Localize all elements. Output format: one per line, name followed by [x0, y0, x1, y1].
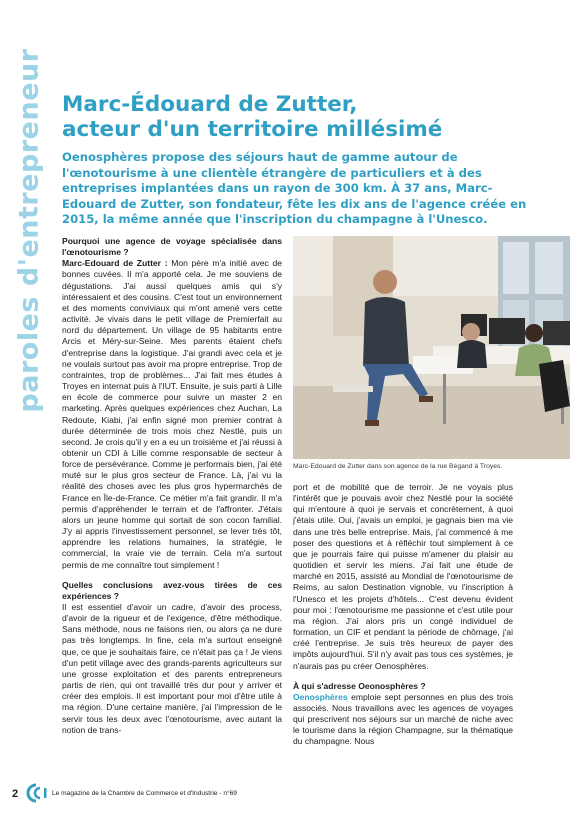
cci-logo-icon [26, 783, 48, 803]
answer-2: Il est essentiel d'avoir un cadre, d'avoir des process, d'avoir de la rigueur et de l'exigence, d'être méthodique. Sans méthode, nous ne faisons rien, ou alors ça ne dure pas très longtemps. In fine, cela m'a surtout enseigné que, ce que je souhaitais faire, ce n'était pas ça ! Je viens d'un petit village avec des grands-parents agriculteurs sur une grosse exploitation et des parents entrepreneurs partis de rien, qui ont travaillé très dur pour y arriver et créer des emplois. Il est important pour moi d'être utile à ma région. D'une certaine manière, j'ai l'impression de le servir tous les deux avec l'œnotourisme, avec autant la notion de trans- [62, 602, 282, 735]
answer-1 [62, 258, 282, 570]
page-number: 2 [12, 788, 19, 800]
article-title [62, 92, 532, 142]
left-column [62, 236, 282, 736]
title-line-2: acteur d'un territoire millésimé [62, 117, 443, 142]
answer-3 [293, 692, 513, 748]
answer-1-text: Mon père m'a initié avec de bonnes cuvées. Il m'a apporté cela. Je me souviens de dégustations. J'ai aussi quelques amis qui s'y intéressaient et des cousins. C'est tout un environnement et des moments conviviaux qui m'ont amené vers cette activité. Je vivais dans le petit village de Premierfait au nord du département. Un village de 95 habitants entre Arcis et Méry-sur-Seine. Mes parents étaient chefs d'entreprise dans la logistique. J'ai grandi avec cela et je ne voulais surtout pas avoir ma propre entreprise. Trop de contraintes, trop de problèmes... J'ai fait mes études à Troyes en internat puis à l'IUT. Ensuite, je suis parti à Lille en école de commerce pour suivre un master 2 en marketing. Après quelques expériences chez Auchan, La Redoute, Kiabi, j'ai enfin signé mon premier contrat à durée déterminée de trois mois chez Nestlé, puis un second. Je crois qu'il y en a eu un troisième et j'ai réussi à obtenir un CDI à Lille comme responsable de secteur à force de persévérance. Comme je performais bien, j'ai été muté sur le plus gros secteur de France. Là, j'ai vu la réalité des choses avec les plus gros hypermarchés de France en Île-de-France. Ce métier m'a fait grandir. Il m'a permis d'appréhender le terrain et de l'affronter. J'étais alors un jeune homme qui sortait de son cocon familial. J'y ai appris l'investissement personnel, se lever très tôt, apprendre les relations humaines, la stratégie, le commercial, la vraie vie de terrain. Cela m'a surtout permis de me connaître tout simplement ! [62, 258, 283, 570]
footer-text: Le magazine de la Chambre de Commerce et d'Industrie - n°69 [52, 790, 237, 797]
answer-3-brand: Oenosphères [293, 691, 348, 702]
section-label-text: paroles d'entrepreneur [13, 47, 45, 413]
answer-2-continued: port et de mobilité que de terroir. Je ne voyais plus l'intérêt que je pouvais avoir chez Nestlé pour la société qui m'entoure à quoi je servais et concrètement, à quoi j'étais utile. Oui, j'avais un emploi, je gagnais bien ma vie dans une très belle entreprise. Mais, j'ai commencé à me poser des questions et à réfléchir tout simplement à ce que je pourrais faire qui puisse m'amener du plaisir au quotidien et servir les miens. J'ai fait une étude de marché en 2015, assisté au Mondial de l'œnotourisme de Reims, au salon Destination vignoble, vu l'inscription à l'Unesco et les projets d'hôtels... C'est devenu évident pour moi : l'œnotourisme me passionne et c'est utile pour ma région. J'ai alors pris un congé individuel de formation, un CIF et pendant la période de chômage, j'ai créé l'entreprise. Je suis très heureux de payer des impôts aujourd'hui. S'il n'y avait pas tous ces systèmes, je n'aurais pas pu créer Oenosphères. [293, 482, 513, 671]
photo-caption: Marc-Edouard de Zutter dans son agence de la rue Bégand à Troyes. [293, 463, 503, 470]
article-lead: Oenosphères propose des séjours haut de gamme autour de l'œnotourisme à une clientèle étrangère de particuliers et à des entreprises implantées dans un rayon de 300 km. À 37 ans, Marc-Edouard de Zutter, son fondateur, fête les dix ans de l'agence créée en 2015, la même année que l'inscription du champagne à l'Unesco. [62, 150, 527, 227]
right-column [293, 482, 513, 748]
answer-1-speaker: Marc-Edouard de Zutter : [62, 258, 168, 269]
answer-3-text: emploie sept personnes en plus des trois associés. Nous travaillons avec les agences de voyages qui prescrivent nos séjours sur un marché de niche avec le tourisme dans la région Champagne, sur la thématique du champagne. Nous [293, 691, 513, 747]
section-label [10, 47, 48, 413]
question-3: À qui s'adresse Oeonosphères ? [293, 680, 426, 691]
question-2: Quelles conclusions avez-vous tirées de ces expériences ? [62, 579, 282, 601]
article-photo [293, 236, 570, 459]
title-line-1: Marc-Édouard de Zutter, [62, 92, 358, 117]
question-1: Pourquoi une agence de voyage spécialisée dans l'œnotourisme ? [62, 236, 282, 258]
